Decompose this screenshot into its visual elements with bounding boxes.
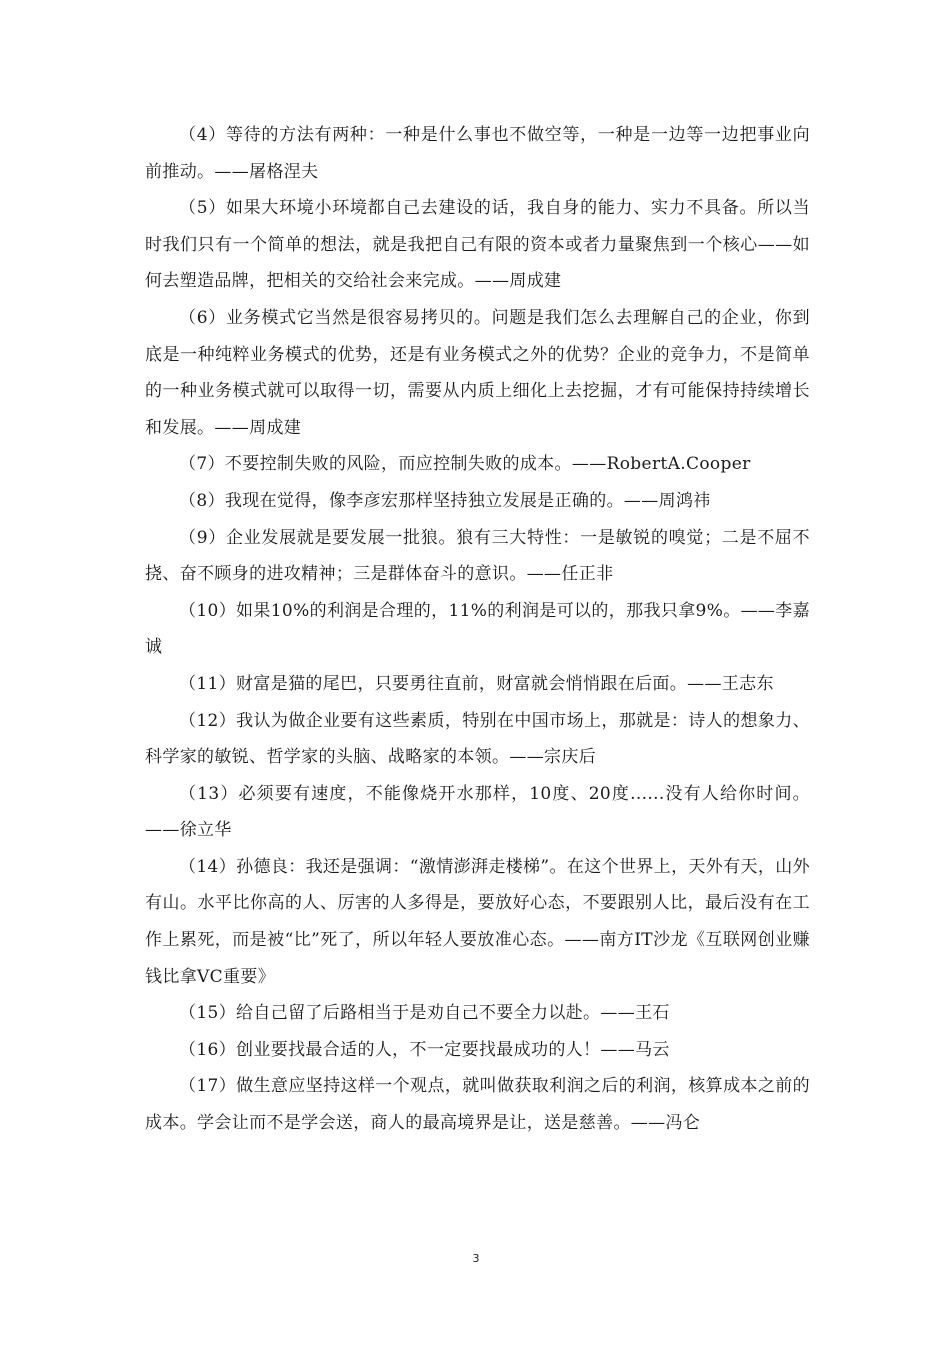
quote-paragraph-13: （13）必须要有速度，不能像烧开水那样，10度、20度......没有人给你时间。——徐立华 bbox=[145, 783, 810, 841]
quote-paragraph-10: （10）如果10%的利润是合理的，11%的利润是可以的，那我只拿9%。——李嘉诚 bbox=[145, 600, 810, 658]
quote-paragraph-6: （6）业务模式它当然是很容易拷贝的。问题是我们怎么去理解自己的企业，你到底是一种纯粹业务模式的优势，还是有业务模式之外的优势？企业的竞争力，不是简单的一种业务模式就可以取得一切，需要从内质上细化上去挖掘，才有可能保持持续增长和发展。——周成建 bbox=[145, 307, 810, 438]
quote-paragraph-16: （16）创业要找最合适的人，不一定要找最成功的人！——马云 bbox=[179, 1039, 670, 1060]
quote-paragraph-9: （9）企业发展就是要发展一批狼。狼有三大特性：一是敏锐的嗅觉；二是不屈不挠、奋不顾身的进攻精神；三是群体奋斗的意识。——任正非 bbox=[145, 527, 810, 585]
quote-paragraph-7: （7）不要控制失败的风险，而应控制失败的成本。——RobertA.Cooper bbox=[179, 454, 751, 475]
quote-paragraph-15: （15）给自己留了后路相当于是劝自己不要全力以赴。——王石 bbox=[179, 1003, 670, 1024]
quote-paragraph-14: （14）孙德良：我还是强调：“激情澎湃走楼梯”。在这个世界上，天外有天，山外有山。水平比你高的人、厉害的人多得是，要放好心态，不要跟别人比，最后没有在工作上累死，而是被“比”死了，所以年轻人要放准心态。——南方IT沙龙《互联网创业赚钱比拿VC重要》 bbox=[145, 856, 810, 987]
quote-paragraph-5: （5）如果大环境小环境都自己去建设的话，我自身的能力、实力不具备。所以当时我们只有一个简单的想法，就是我把自己有限的资本或者力量聚焦到一个核心——如何去塑造品牌，把相关的交给社会来完成。——周成建 bbox=[145, 198, 810, 292]
quote-paragraph-4: （4）等待的方法有两种：一种是什么事也不做空等，一种是一边等一边把事业向前推动。——屠格涅夫 bbox=[145, 125, 810, 182]
document-body bbox=[145, 117, 810, 1142]
page-number: 3 bbox=[472, 1252, 480, 1265]
quote-paragraph-12: （12）我认为做企业要有这些素质，特别在中国市场上，那就是：诗人的想象力、科学家的敏锐、哲学家的头脑、战略家的本领。——宗庆后 bbox=[145, 710, 810, 768]
quote-paragraph-8: （8）我现在觉得，像李彦宏那样坚持独立发展是正确的。——周鸿祎 bbox=[179, 490, 711, 511]
quote-paragraph-11: （11）财富是猫的尾巴，只要勇往直前，财富就会悄悄跟在后面。——王志东 bbox=[179, 673, 774, 694]
quote-paragraph-17: （17）做生意应坚持这样一个观点，就叫做获取利润之后的利润，核算成本之前的成本。学会让而不是学会送，商人的最高境界是让，送是慈善。——冯仑 bbox=[145, 1076, 810, 1134]
